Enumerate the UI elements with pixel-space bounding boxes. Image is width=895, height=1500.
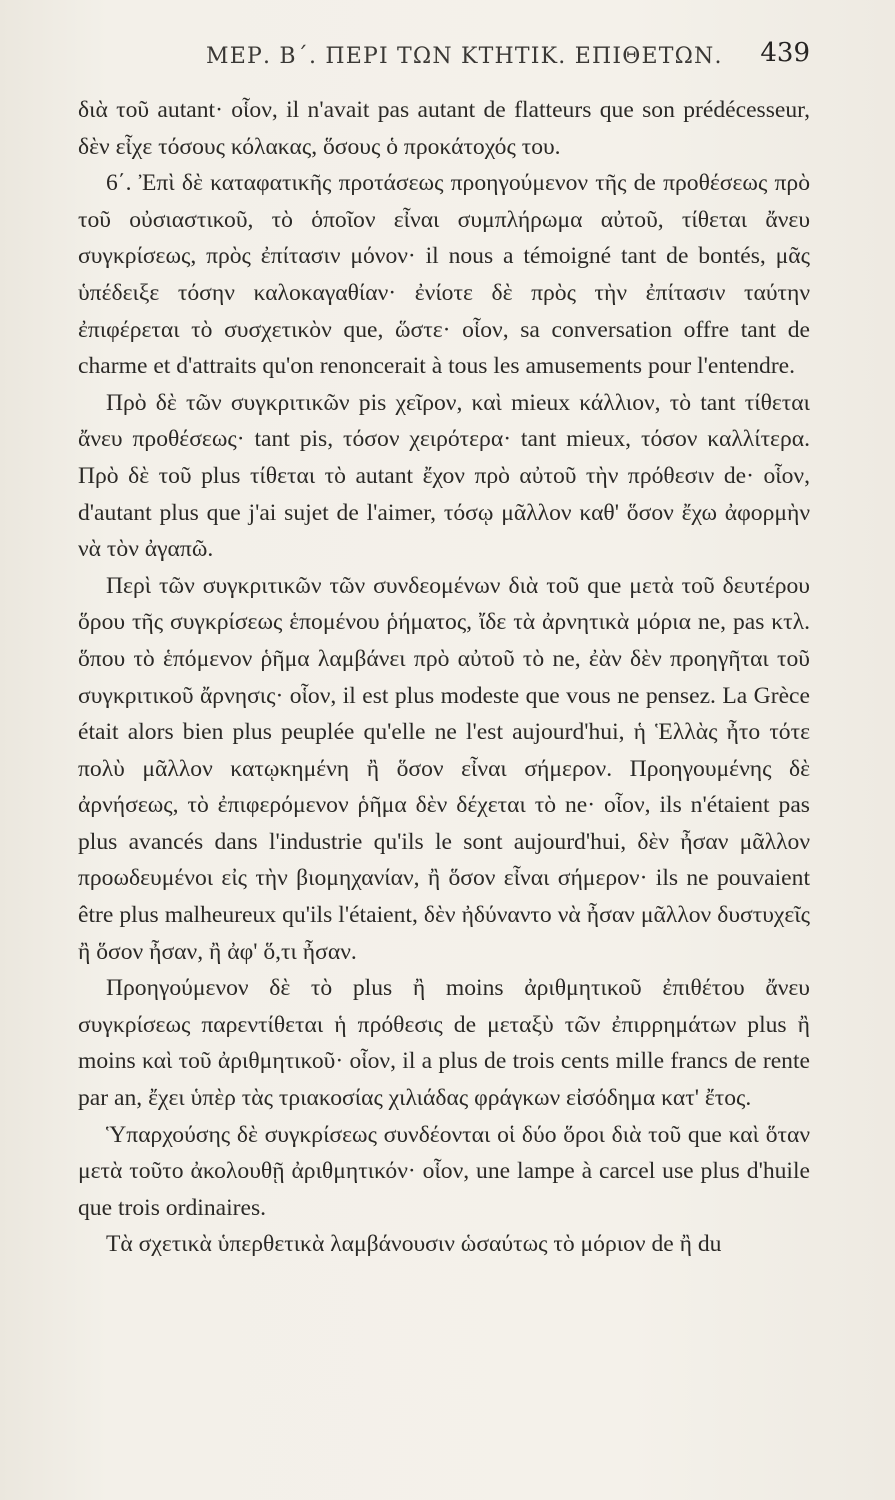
paragraph-superlatives: Τὰ σχετικὰ ὑπερθετικὰ λαμβάνουσιν ὡσαύτως τὸ μόριον de ἢ du xyxy=(106,1231,722,1258)
body-text xyxy=(78,92,810,1263)
paragraph-tant-comparatives: Πρὸ δὲ τῶν συγκριτικῶν pis χεῖρον, καὶ mieux κάλλιον, τὸ tant τίθεται ἄνευ προθέσεως· tant pis, τόσον χειρότερα· tant mieux, τόσον καλλίτερα. Πρὸ δὲ τοῦ plus τίθεται τὸ autant ἔχον πρὸ αὐτοῦ τὴν πρόθεσιν de· οἷον, d'autant plus que j'ai sujet de l'aimer, τόσῳ μᾶλλον καθ' ὅσον ἔχω ἀφορμὴν νὰ τὸν ἀγαπῶ. xyxy=(78,389,810,563)
paragraph-numeral-adjectives: Προηγούμενον δὲ τὸ plus ἢ moins ἀριθμητικοῦ ἐπιθέτου ἄνευ συγκρίσεως παρεντίθεται ἡ πρόθεσις de μεταξὺ τῶν ἐπιρρημάτων plus ἢ moins καὶ τοῦ ἀριθμητικοῦ· οἷον, il a plus de trois cents mille francs de rente par an, ἔχει ὑπὲρ τὰς τριακοσίας χιλιάδας φράγκων εἰσόδημα κατ' ἔτος. xyxy=(78,975,810,1112)
page-header xyxy=(76,38,810,88)
paragraph-comparison-que: Ὑπαρχούσης δὲ συγκρίσεως συνδέονται οἱ δύο ὅροι διὰ τοῦ que καὶ ὅταν μετὰ τοῦτο ἀκολουθῇ ἀριθμητικόν· οἷον, une lampe à carcel use plus d'huile que trois ordinaires. xyxy=(78,1121,810,1221)
paragraph-continuation: διὰ τοῦ autant· οἷον, il n'avait pas autant de flatteurs que son prédécesseur, δὲν εἶχε τόσους κόλακας, ὅσους ὁ προκάτοχός του. xyxy=(78,97,810,160)
page-number: 439 xyxy=(760,38,810,68)
paragraph-que-negation: Περὶ τῶν συγκριτικῶν τῶν συνδεομένων διὰ τοῦ que μετὰ τοῦ δευτέρου ὅρου τῆς συγκρίσεως ἑπομένου ῥήματος, ἴδε τὰ ἀρνητικὰ μόρια ne, pas κτλ. ὅπου τὸ ἑπόμενον ῥῆμα λαμβάνει πρὸ αὐτοῦ τὸ ne, ἐὰν δὲν προηγῆται τοῦ συγκριτικοῦ ἄρνησις· οἷον, il est plus modeste que vous ne pensez. La Grèce était alors bien plus peuplée qu'elle ne l'est aujourd'hui, ἡ Ἑλλὰς ἦτο τότε πολὺ μᾶλλον κατῳκημένη ἢ ὅσον εἶναι σήμερον. Προηγουμένης δὲ ἀρνήσεως, τὸ ἐπιφερόμενον ῥῆμα δὲν δέχεται τὸ ne· οἷον, ils n'étaient pas plus avancés dans l'industrie qu'ils le sont aujourd'hui, δὲν ἦσαν μᾶλλον προωδευμένοι εἰς τὴν βιομηχανίαν, ἢ ὅσον εἶναι σήμερον· ils ne pouvaient être plus malheureux qu'ils l'étaient, δὲν ἠδύναντο νὰ ἦσαν μᾶλλον δυστυχεῖς ἢ ὅσον ἦσαν, ἢ ἀφ' ὅ,τι ἦσαν. xyxy=(78,572,810,965)
running-head: ΜΕΡ. Β΄. ΠΕΡΙ ΤΩΝ ΚΤΗΤΙΚ. ΕΠΙΘΕΤΩΝ. xyxy=(206,44,723,69)
paragraph-section-6: 6΄. Ἐπὶ δὲ καταφατικῆς προτάσεως προηγούμενον τῆς de προθέσεως πρὸ τοῦ οὐσιαστικοῦ, τὸ ὁποῖον εἶναι συμπλήρωμα αὐτοῦ, τίθεται ἄνευ συγκρίσεως, πρὸς ἐπίτασιν μόνον· il nous a témoigné tant de bontés, μᾶς ὑπέδειξε τόσην καλοκαγαθίαν· ἐνίοτε δὲ πρὸς τὴν ἐπίτασιν ταύτην ἐπιφέρεται τὸ συσχετικὸν que, ὥστε· οἷον, sa conversation offre tant de charme et d'attraits qu'on renoncerait à tous les amusements pour l'entendre. xyxy=(78,170,810,380)
